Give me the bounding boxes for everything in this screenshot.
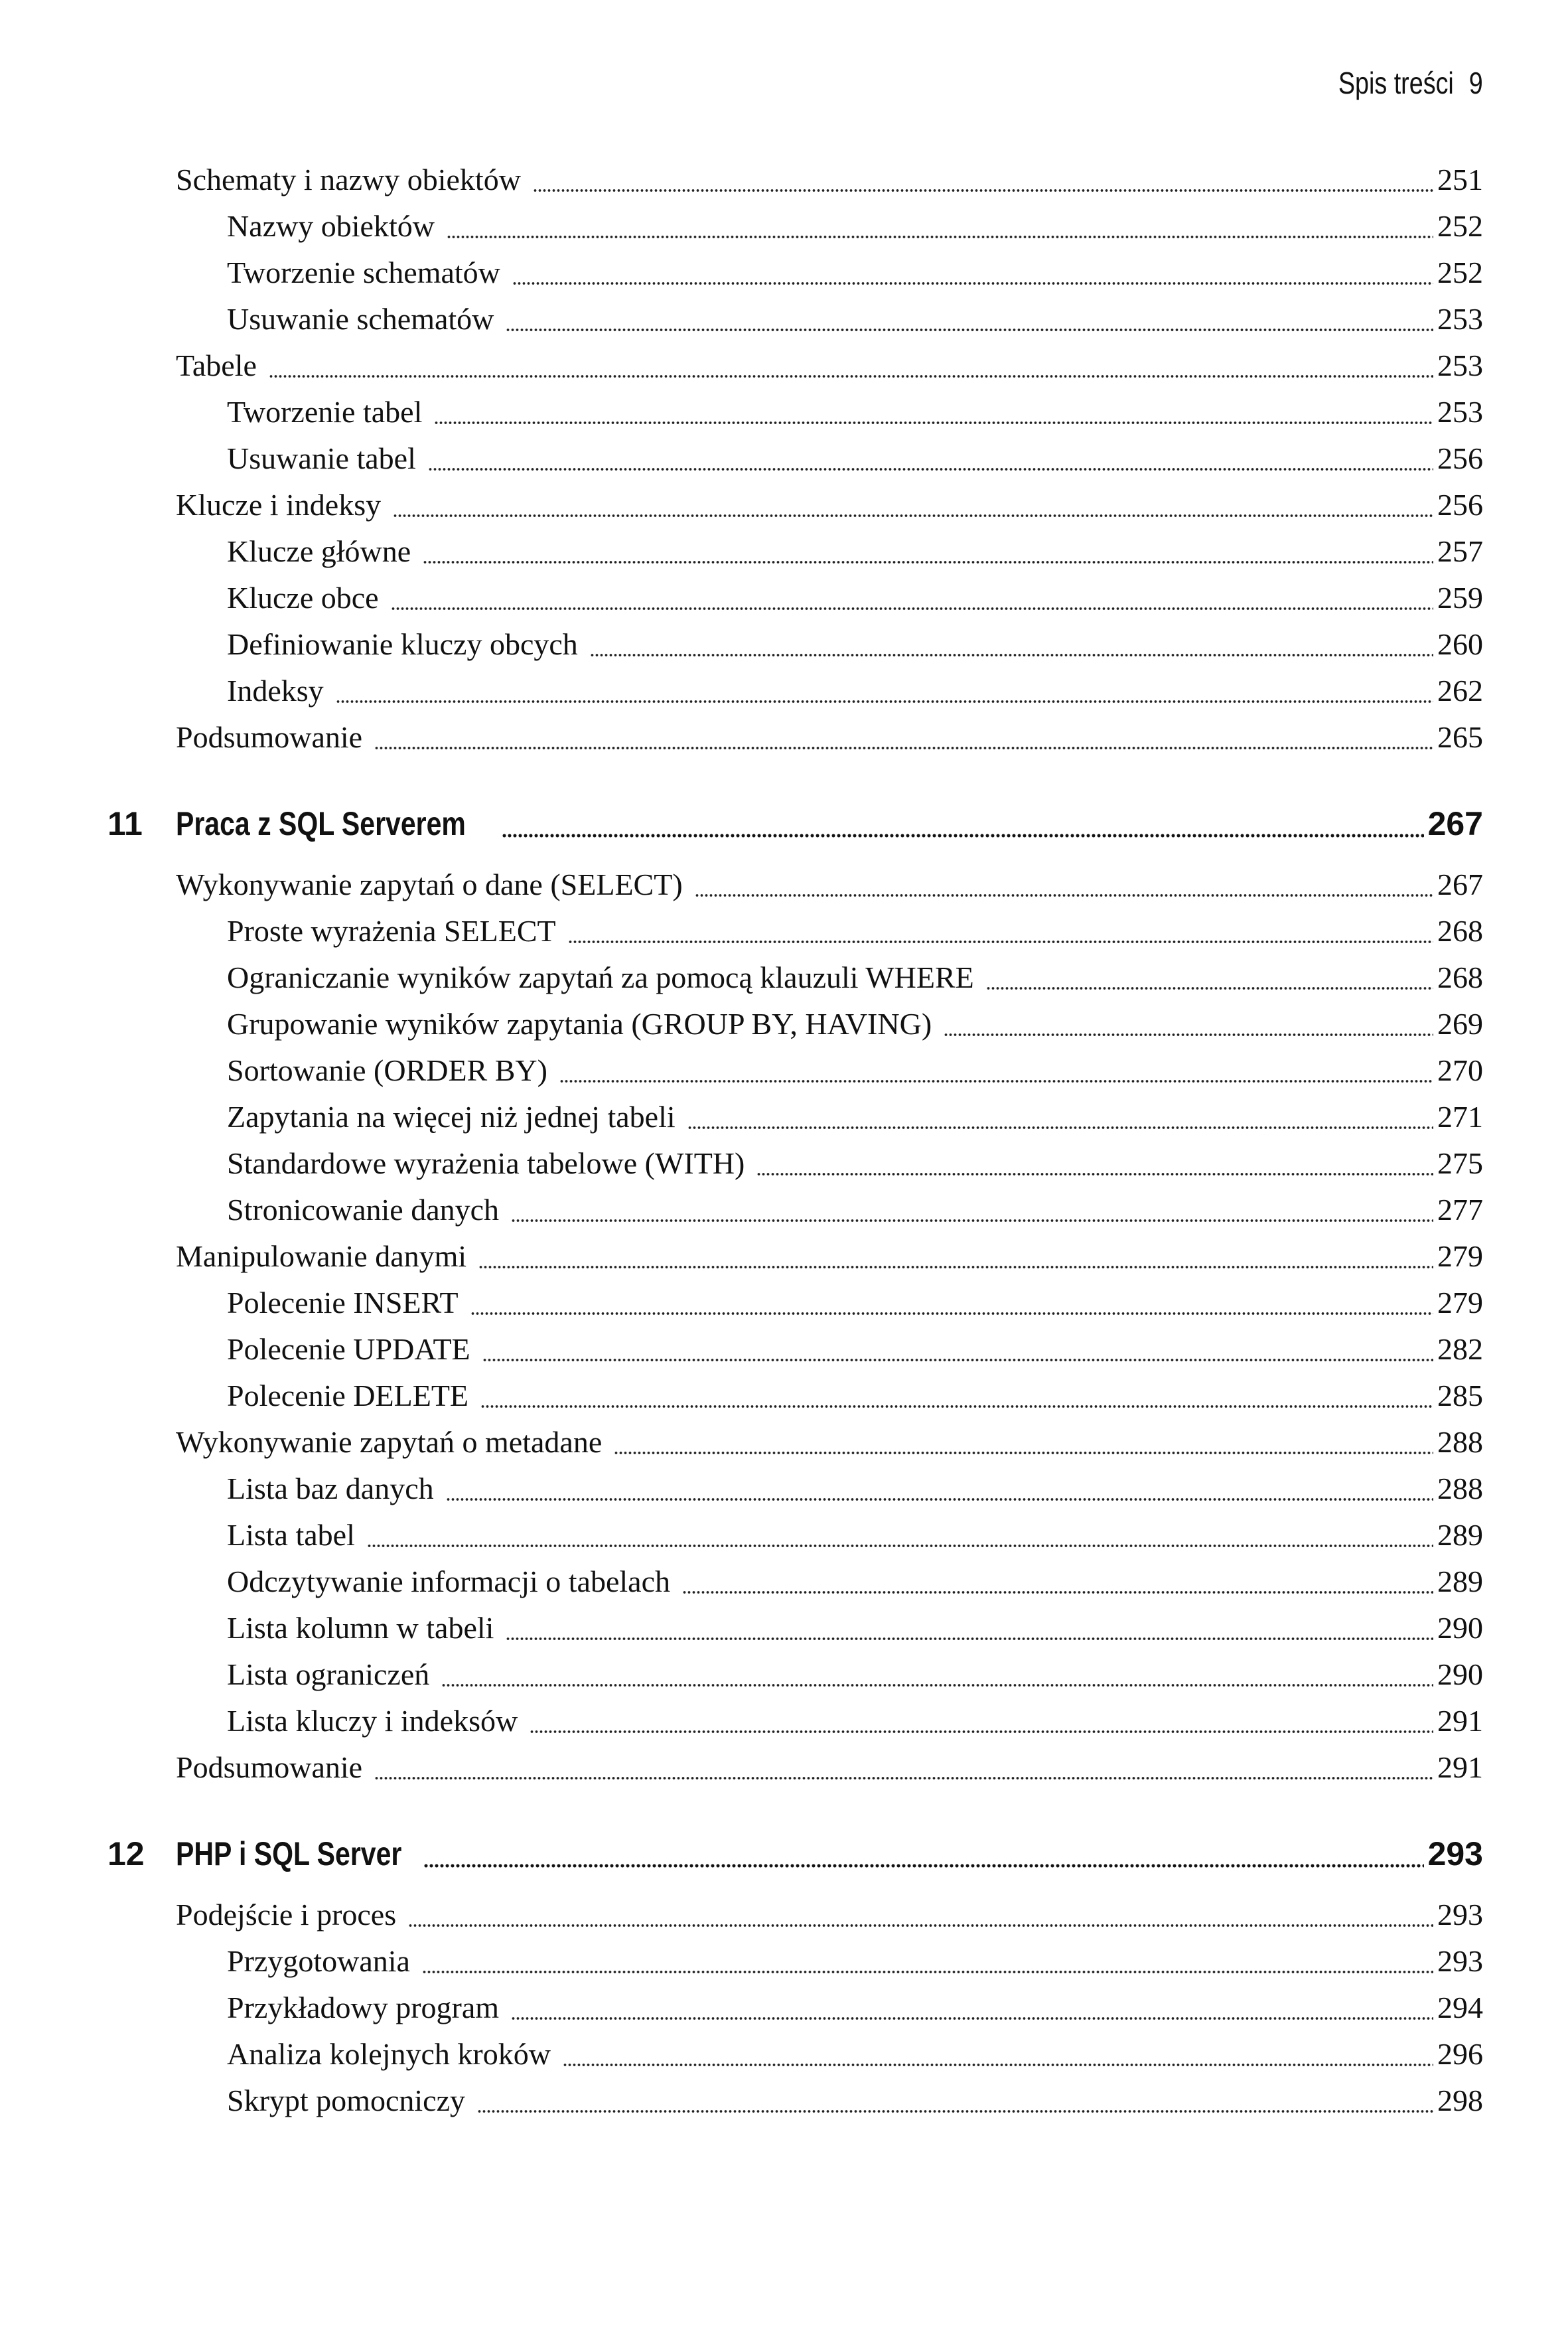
entry-page-number: 267	[1427, 805, 1483, 842]
dot-leader	[441, 1651, 1433, 1697]
entry-page-number: 296	[1437, 2036, 1483, 2071]
toc-subsection[interactable]	[0, 202, 1568, 249]
toc-chapter[interactable]	[0, 797, 1568, 850]
entry-page-number: 252	[1437, 255, 1483, 289]
dot-leader	[695, 861, 1433, 907]
toc-section[interactable]	[0, 1891, 1568, 1937]
chapter-number: 11	[107, 805, 143, 842]
entry-title: Klucze główne	[227, 534, 411, 568]
dot-leader	[367, 1511, 1433, 1558]
toc-section[interactable]	[0, 1418, 1568, 1465]
toc-subsection[interactable]	[0, 388, 1568, 435]
entry-page-number: 256	[1437, 487, 1483, 522]
toc-section[interactable]	[0, 481, 1568, 528]
dot-leader	[482, 1325, 1433, 1372]
entry-title: Lista tabel	[227, 1517, 355, 1552]
dot-leader	[511, 1984, 1433, 2030]
dot-leader	[682, 1558, 1433, 1604]
entry-page-number: 293	[1427, 1835, 1483, 1872]
toc-subsection[interactable]	[0, 1093, 1568, 1140]
entry-title: Zapytania na więcej niż jednej tabeli	[227, 1099, 676, 1134]
toc-section[interactable]	[0, 156, 1568, 202]
toc-subsection[interactable]	[0, 1000, 1568, 1047]
toc-section[interactable]	[0, 714, 1568, 760]
dot-leader	[533, 156, 1433, 202]
toc-subsection[interactable]	[0, 1937, 1568, 1984]
entry-title: Wykonywanie zapytań o dane (SELECT)	[176, 867, 683, 901]
toc-subsection[interactable]	[0, 1604, 1568, 1651]
entry-title: Sortowanie (ORDER BY)	[227, 1053, 547, 1087]
entry-title: Analiza kolejnych kroków	[227, 2036, 551, 2071]
entry-title: Definiowanie kluczy obcych	[227, 627, 578, 661]
dot-leader	[393, 481, 1433, 528]
entry-title: Podsumowanie	[176, 719, 363, 754]
toc-subsection[interactable]	[0, 1984, 1568, 2030]
dot-leader	[477, 2077, 1433, 2123]
toc-subsection[interactable]	[0, 1186, 1568, 1233]
dot-leader	[336, 667, 1433, 714]
dot-leader	[502, 797, 1424, 850]
toc-subsection[interactable]	[0, 907, 1568, 954]
dot-leader	[434, 388, 1433, 435]
dot-leader	[428, 435, 1433, 481]
toc-subsection[interactable]	[0, 1279, 1568, 1325]
table-of-contents	[0, 156, 1568, 2123]
toc-section[interactable]	[0, 1744, 1568, 1790]
entry-page-number: 290	[1437, 1657, 1483, 1691]
entry-page-number: 259	[1437, 580, 1483, 615]
entry-title: Manipulowanie danymi	[176, 1239, 467, 1273]
toc-section[interactable]	[0, 861, 1568, 907]
entry-page-number: 294	[1437, 1990, 1483, 2024]
toc-section[interactable]	[0, 342, 1568, 388]
entry-title: Tworzenie tabel	[227, 394, 423, 429]
toc-subsection[interactable]	[0, 574, 1568, 621]
entry-title: Lista kluczy i indeksów	[227, 1703, 518, 1738]
dot-leader	[614, 1418, 1433, 1465]
dot-leader	[374, 1744, 1433, 1790]
dot-leader	[506, 295, 1433, 342]
toc-subsection[interactable]	[0, 1465, 1568, 1511]
toc-subsection[interactable]	[0, 1140, 1568, 1186]
entry-title: Przykładowy program	[227, 1990, 500, 2024]
entry-page-number: 267	[1437, 867, 1483, 901]
entry-page-number: 271	[1437, 1099, 1483, 1134]
entry-title: Klucze obce	[227, 580, 379, 615]
entry-page-number: 282	[1437, 1331, 1483, 1366]
entry-title: Usuwanie tabel	[227, 441, 416, 475]
dot-leader	[530, 1697, 1433, 1744]
entry-title: Proste wyrażenia SELECT	[227, 913, 556, 948]
entry-title: Tworzenie schematów	[227, 255, 500, 289]
toc-subsection[interactable]	[0, 1697, 1568, 1744]
entry-page-number: 253	[1437, 348, 1483, 382]
entry-title: Klucze i indeksy	[176, 487, 382, 522]
entry-page-number: 279	[1437, 1239, 1483, 1273]
dot-leader	[559, 1047, 1433, 1093]
toc-subsection[interactable]	[0, 667, 1568, 714]
entry-title: Wykonywanie zapytań o metadane	[176, 1424, 603, 1459]
entry-title: Indeksy	[227, 673, 324, 708]
toc-subsection[interactable]	[0, 528, 1568, 574]
entry-page-number: 290	[1437, 1610, 1483, 1645]
entry-page-number: 260	[1437, 627, 1483, 661]
dot-leader	[506, 1604, 1433, 1651]
entry-title: Stronicowanie danych	[227, 1192, 500, 1227]
entry-page-number: 288	[1437, 1424, 1483, 1459]
entry-title: Standardowe wyrażenia tabelowe (WITH)	[227, 1146, 745, 1180]
toc-subsection[interactable]	[0, 1372, 1568, 1418]
entry-title: Ograniczanie wyników zapytań za pomocą klauzuli WHERE	[227, 960, 974, 994]
dot-leader	[408, 1891, 1433, 1937]
entry-title: Podsumowanie	[176, 1750, 363, 1784]
running-header	[1338, 65, 1483, 101]
dot-leader	[944, 1000, 1433, 1047]
entry-title: Usuwanie schematów	[227, 301, 494, 336]
dot-leader	[590, 621, 1433, 667]
entry-page-number: 253	[1437, 394, 1483, 429]
entry-page-number: 288	[1437, 1471, 1483, 1505]
entry-page-number: 293	[1437, 1943, 1483, 1978]
entry-title: Skrypt pomocniczy	[227, 2083, 465, 2117]
entry-page-number: 262	[1437, 673, 1483, 708]
toc-chapter[interactable]	[0, 1827, 1568, 1880]
entry-page-number: 298	[1437, 2083, 1483, 2117]
dot-leader	[756, 1140, 1433, 1186]
toc-subsection[interactable]	[0, 621, 1568, 667]
dot-leader	[269, 342, 1433, 388]
entry-title: Nazwy obiektów	[227, 208, 435, 243]
entry-page-number: 256	[1437, 441, 1483, 475]
dot-leader	[478, 1233, 1433, 1279]
entry-page-number: 289	[1437, 1564, 1483, 1598]
entry-title: Polecenie UPDATE	[227, 1331, 470, 1366]
dot-leader	[446, 1465, 1433, 1511]
dot-leader	[447, 202, 1433, 249]
entry-page-number: 268	[1437, 960, 1483, 994]
entry-page-number: 265	[1437, 719, 1483, 754]
chapter-number: 12	[107, 1835, 145, 1872]
entry-title: Podejście i proces	[176, 1897, 397, 1931]
entry-page-number: 277	[1437, 1192, 1483, 1227]
toc-subsection[interactable]	[0, 1511, 1568, 1558]
running-header-title: Spis treści	[1338, 66, 1455, 100]
toc-section[interactable]	[0, 1233, 1568, 1279]
entry-page-number: 289	[1437, 1517, 1483, 1552]
dot-leader	[563, 2030, 1433, 2077]
entry-page-number: 257	[1437, 534, 1483, 568]
dot-leader	[423, 528, 1433, 574]
entry-title: PHP i SQL Server	[176, 1835, 402, 1872]
toc-subsection[interactable]	[0, 1651, 1568, 1697]
dot-leader	[374, 714, 1433, 760]
toc-subsection[interactable]	[0, 249, 1568, 295]
toc-subsection[interactable]	[0, 2030, 1568, 2077]
entry-title: Schematy i nazwy obiektów	[176, 162, 521, 196]
toc-subsection[interactable]	[0, 1047, 1568, 1093]
entry-title: Lista ograniczeń	[227, 1657, 430, 1691]
entry-title: Lista kolumn w tabeli	[227, 1610, 494, 1645]
page-number: 9	[1469, 66, 1483, 100]
dot-leader	[480, 1372, 1433, 1418]
toc-subsection[interactable]	[0, 1325, 1568, 1372]
entry-page-number: 270	[1437, 1053, 1483, 1087]
dot-leader	[470, 1279, 1433, 1325]
dot-leader	[422, 1937, 1433, 1984]
toc-subsection[interactable]	[0, 295, 1568, 342]
dot-leader	[568, 907, 1433, 954]
entry-title: Praca z SQL Serverem	[176, 805, 466, 842]
entry-title: Odczytywanie informacji o tabelach	[227, 1564, 670, 1598]
toc-subsection[interactable]	[0, 1558, 1568, 1604]
toc-subsection[interactable]	[0, 954, 1568, 1000]
entry-title: Tabele	[176, 348, 257, 382]
dot-leader	[986, 954, 1433, 1000]
entry-title: Polecenie DELETE	[227, 1378, 469, 1412]
dot-leader	[512, 249, 1433, 295]
entry-page-number: 279	[1437, 1285, 1483, 1320]
entry-title: Lista baz danych	[227, 1471, 434, 1505]
toc-subsection[interactable]	[0, 435, 1568, 481]
entry-page-number: 253	[1437, 301, 1483, 336]
entry-title: Grupowanie wyników zapytania (GROUP BY, HAVING)	[227, 1006, 932, 1041]
entry-page-number: 291	[1437, 1750, 1483, 1784]
toc-subsection[interactable]	[0, 2077, 1568, 2123]
entry-page-number: 293	[1437, 1897, 1483, 1931]
entry-page-number: 269	[1437, 1006, 1483, 1041]
dot-leader	[687, 1093, 1433, 1140]
entry-page-number: 275	[1437, 1146, 1483, 1180]
dot-leader	[511, 1186, 1433, 1233]
entry-page-number: 291	[1437, 1703, 1483, 1738]
entry-title: Polecenie INSERT	[227, 1285, 459, 1320]
entry-page-number: 268	[1437, 913, 1483, 948]
entry-title: Przygotowania	[227, 1943, 410, 1978]
dot-leader	[423, 1827, 1424, 1880]
entry-page-number: 285	[1437, 1378, 1483, 1412]
entry-page-number: 252	[1437, 208, 1483, 243]
entry-page-number: 251	[1437, 162, 1483, 196]
dot-leader	[391, 574, 1433, 621]
